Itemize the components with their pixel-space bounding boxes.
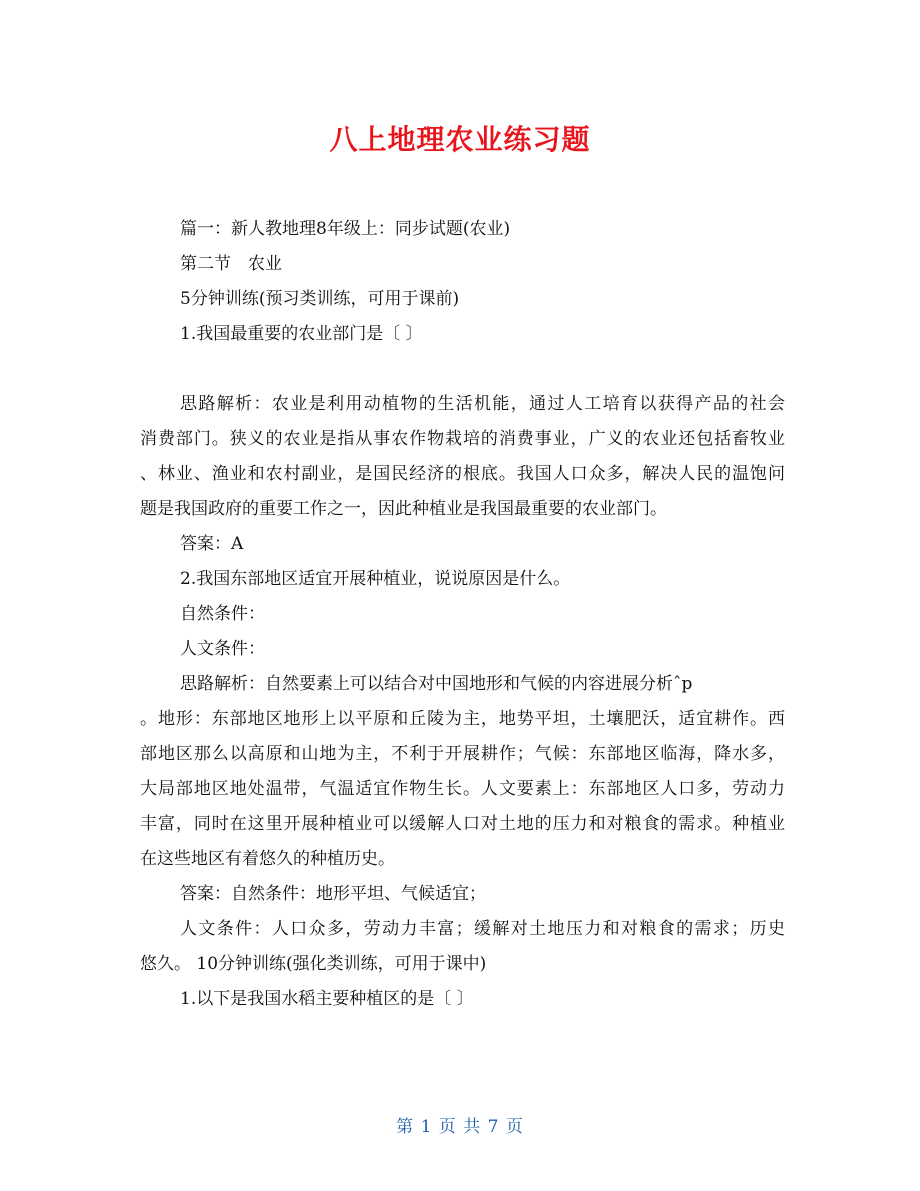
text-line: 人文条件：人口众多，劳动力丰富；缓解对土地压力和对粮食的需求；历史 <box>180 919 785 939</box>
text-line: 丰富，同时在这里开展种植业可以缓解人口对土地的压力和对粮食的需求。种植业 <box>140 814 785 834</box>
text-line: 题是我国政府的重要工作之一，因此种植业是我国最重要的农业部门。 <box>140 499 667 519</box>
text-line: 在这些地区有着悠久的种植历史。 <box>140 849 395 869</box>
text-line: 。地形：东部地区地形上以平原和丘陵为主，地势平坦，土壤肥沃，适宜耕作。西 <box>140 709 785 729</box>
text-line: 思路解析：农业是利用动植物的生活机能，通过人工培育以获得产品的社会 <box>180 394 785 414</box>
text-line: 大局部地区地处温带，气温适宜作物生长。人文要素上：东部地区人口多，劳动力 <box>140 779 785 799</box>
blank-line <box>140 352 785 387</box>
text-line: 自然条件： <box>180 604 265 624</box>
text-line: 2.我国东部地区适宜开展种植业，说说原因是什么。 <box>180 569 571 589</box>
text-line: 篇一：新人教地理8年级上：同步试题(农业) <box>180 219 511 239</box>
text-line: 人文条件： <box>180 639 265 659</box>
text-line: 答案：自然条件：地形平坦、气候适宜； <box>180 884 486 904</box>
text-line: 1.我国最重要的农业部门是〔 〕 <box>180 324 423 344</box>
text-line: 悠久。 10分钟训练(强化类训练，可用于课中) <box>140 954 487 974</box>
text-line: 答案：A <box>180 534 244 554</box>
text-line: 、林业、渔业和农村副业，是国民经济的根底。我国人口众多，解决人民的温饱问 <box>140 464 785 484</box>
text-line: 1.以下是我国水稻主要种植区的是〔 〕 <box>180 989 474 1009</box>
text-line: 思路解析：自然要素上可以结合对中国地形和气候的内容进展分析ˆp <box>180 674 693 694</box>
text-line: 第二节 农业 <box>180 254 282 274</box>
document-title: 八上地理农业练习题 <box>329 123 591 156</box>
document-body <box>140 212 785 1017</box>
page-number: 第 1 页 共 7 页 <box>396 1117 524 1137</box>
text-line: 部地区那么以高原和山地为主，不利于开展耕作；气候：东部地区临海，降水多， <box>140 744 785 764</box>
text-line: 消费部门。狭义的农业是指从事农作物栽培的消费事业，广义的农业还包括畜牧业 <box>140 429 785 449</box>
text-line: 5分钟训练(预习类训练，可用于课前) <box>180 289 460 309</box>
